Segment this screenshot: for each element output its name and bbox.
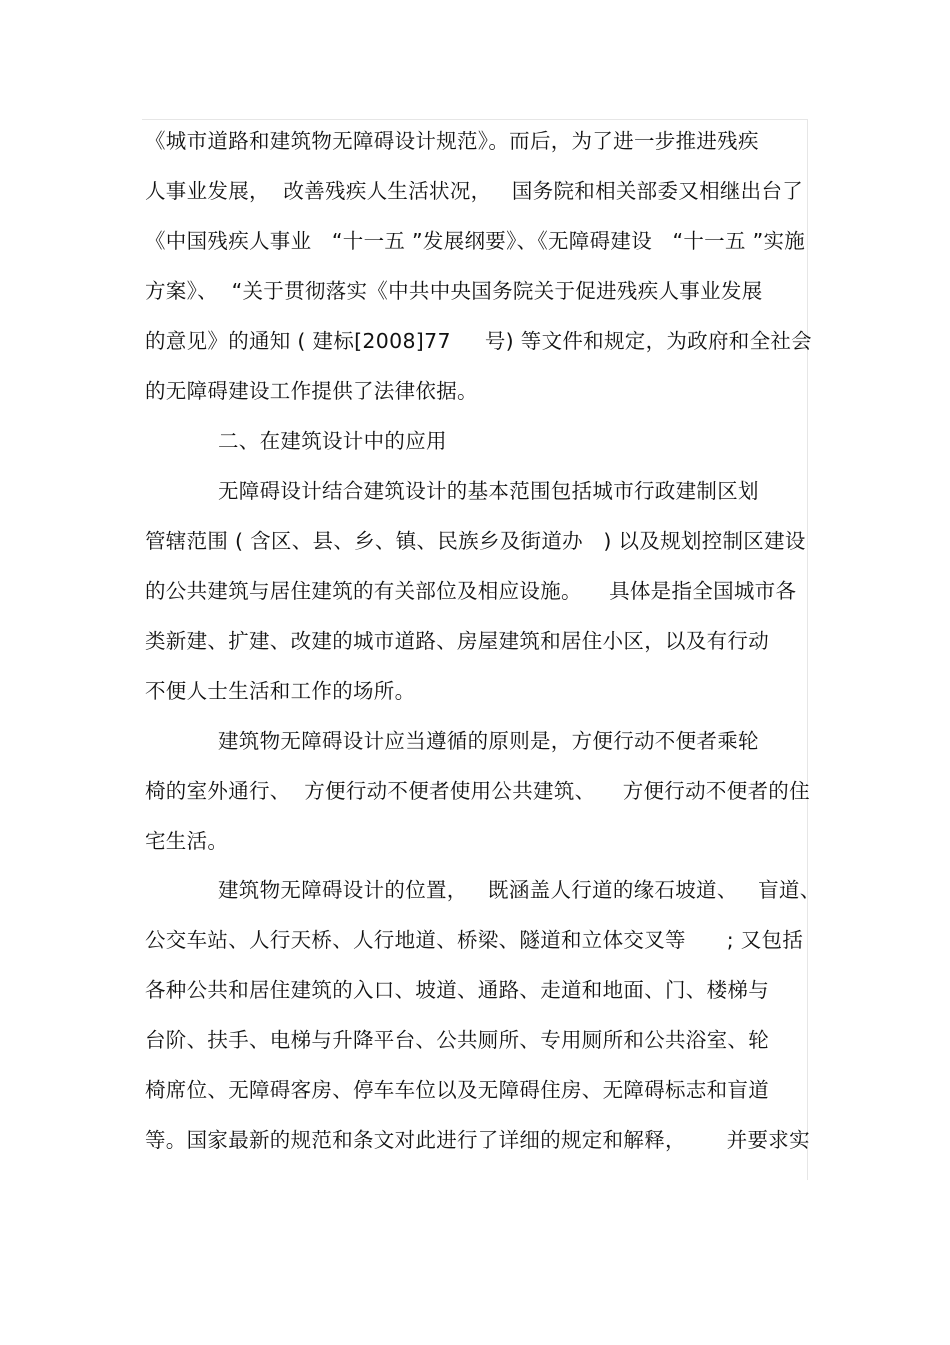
text-line: 《城市道路和建筑物无障碍设计规范》。而后，为了进一步推进残疾	[145, 129, 759, 153]
text-line: 的意见》的通知 ( 建标[2008]77 号) 等文件和规定，为政府和全社会	[145, 329, 812, 353]
section-heading: 二、在建筑设计中的应用	[218, 429, 447, 453]
text-line: 《中国残疾人事业 “十一五 ”发展纲要》、《无障碍建设 “十一五 ”实施	[145, 229, 806, 253]
text-line: 方案》、 “关于贯彻落实《中共中央国务院关于促进残疾人事业发展	[145, 279, 763, 303]
text-line: 类新建、扩建、改建的城市道路、房屋建筑和居住小区，以及有行动	[145, 629, 769, 653]
text-line: 台阶、扶手、电梯与升降平台、公共厕所、专用厕所和公共浴室、轮	[145, 1028, 769, 1052]
text-line: 各种公共和居住建筑的入口、坡道、通路、走道和地面、门、楼梯与	[145, 978, 769, 1002]
text-line: 建筑物无障碍设计的位置， 既涵盖人行道的缘石坡道、 盲道、	[218, 878, 821, 902]
text-line: 管辖范围 ( 含区、县、乡、镇、民族乡及街道办 ) 以及规划控制区建设	[145, 529, 806, 553]
text-line: 宅生活。	[145, 829, 229, 853]
text-line: 的无障碍建设工作提供了法律依据。	[145, 379, 478, 403]
text-line: 不便人士生活和工作的场所。	[145, 679, 416, 703]
text-line: 公交车站、人行天桥、人行地道、桥梁、隧道和立体交叉等 ; 又包括	[145, 928, 804, 952]
text-line: 椅席位、无障碍客房、停车车位以及无障碍住房、无障碍标志和盲道	[145, 1078, 769, 1102]
text-line: 的公共建筑与居住建筑的有关部位及相应设施。 具体是指全国城市各	[145, 579, 797, 603]
text-line: 人事业发展， 改善残疾人生活状况， 国务院和相关部委又相继出台了	[145, 179, 804, 203]
text-line: 建筑物无障碍设计应当遵循的原则是，方便行动不便者乘轮	[218, 729, 759, 753]
text-line: 等。国家最新的规范和条文对此进行了详细的规定和解释， 并要求实	[145, 1128, 810, 1152]
text-line: 无障碍设计结合建筑设计的基本范围包括城市行政建制区划	[218, 479, 759, 503]
text-line: 椅的室外通行、 方便行动不便者使用公共建筑、 方便行动不便者的住	[145, 779, 810, 803]
